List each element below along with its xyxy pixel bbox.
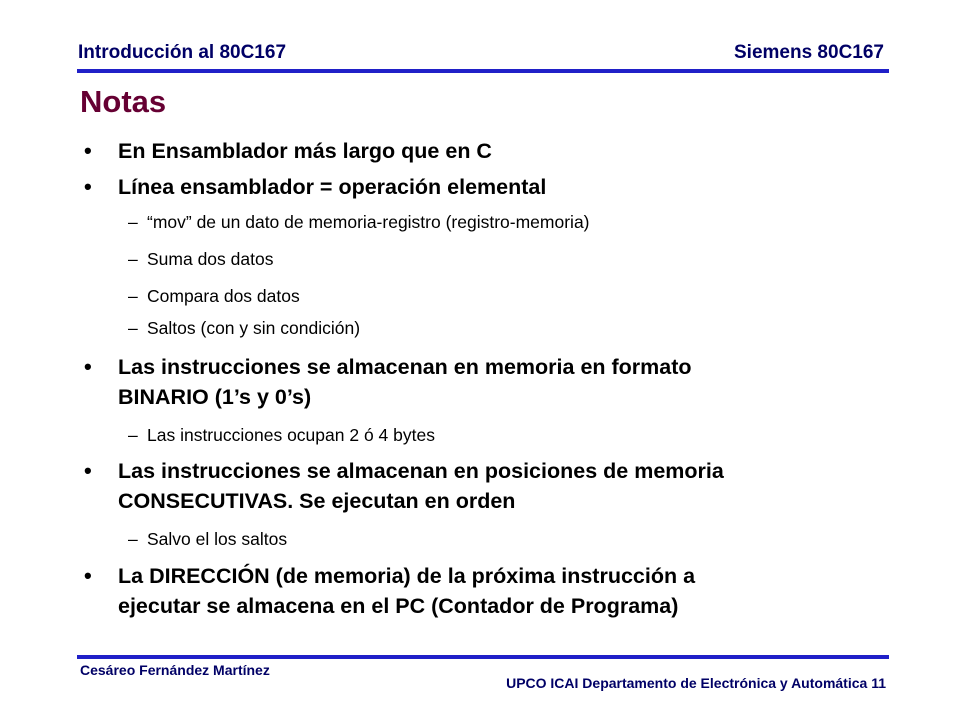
sub-bullet-dash: – (128, 286, 138, 306)
sub-bullet-dash: – (128, 212, 138, 232)
bullet-4-line-1: Las instrucciones se almacenan en posiciones de memoria (118, 459, 724, 483)
footer-author: Cesáreo Fernández Martínez (80, 662, 270, 678)
bullet-3-line-2: BINARIO (1’s y 0’s) (118, 385, 312, 409)
header-course-title: Introducción al 80C167 (78, 42, 287, 63)
sub-bullet-text: Salvo el los saltos (147, 529, 288, 549)
sub-bullet (128, 210, 860, 234)
sub-bullet-dash: – (128, 249, 138, 269)
sub-bullet (128, 316, 860, 340)
bullet-dot: • (84, 458, 92, 483)
bullet-3-line-1: Las instrucciones se almacenan en memoria en formato (118, 355, 692, 379)
bullet-dot: • (84, 354, 92, 379)
sub-bullet-text: Saltos (con y sin condición) (147, 318, 361, 338)
header-subject: Siemens 80C167 (734, 42, 884, 63)
slide-title: Notas (80, 84, 167, 119)
bullet-dot: • (84, 563, 92, 588)
sub-bullet-text: Las instrucciones ocupan 2 ó 4 bytes (147, 425, 435, 445)
sub-bullet-text: Compara dos datos (147, 286, 300, 306)
bullet-4 (84, 456, 878, 516)
sub-bullet (128, 527, 860, 551)
bullet-4-line-2: CONSECUTIVAS. Se ejecutan en orden (118, 489, 516, 513)
top-divider (77, 69, 889, 73)
sub-bullet (128, 284, 860, 308)
sub-bullet-dash: – (128, 425, 138, 445)
bullet-2-text: Línea ensamblador = operación elemental (118, 175, 547, 199)
bullet-1 (84, 136, 878, 166)
sub-bullet-dash: – (128, 529, 138, 549)
bullet-5 (84, 561, 878, 621)
sub-bullet (128, 423, 860, 447)
sub-bullet-text: Suma dos datos (147, 249, 274, 269)
sub-bullet (128, 247, 860, 271)
bullet-2 (84, 172, 878, 202)
sub-bullet-dash: – (128, 318, 138, 338)
bullet-dot: • (84, 138, 92, 163)
bullet-5-line-1: La DIRECCIÓN (de memoria) de la próxima instrucción a (118, 564, 696, 588)
bullet-3 (84, 352, 878, 412)
bullet-dot: • (84, 174, 92, 199)
sub-bullet-text: “mov” de un dato de memoria-registro (registro-memoria) (147, 212, 590, 232)
bullet-1-text: En Ensamblador más largo que en C (118, 139, 492, 163)
bullet-5-line-2: ejecutar se almacena en el PC (Contador de Programa) (118, 594, 679, 618)
bottom-divider (77, 655, 889, 659)
footer-department-page: UPCO ICAI Departamento de Electrónica y Automática 11 (506, 675, 886, 691)
